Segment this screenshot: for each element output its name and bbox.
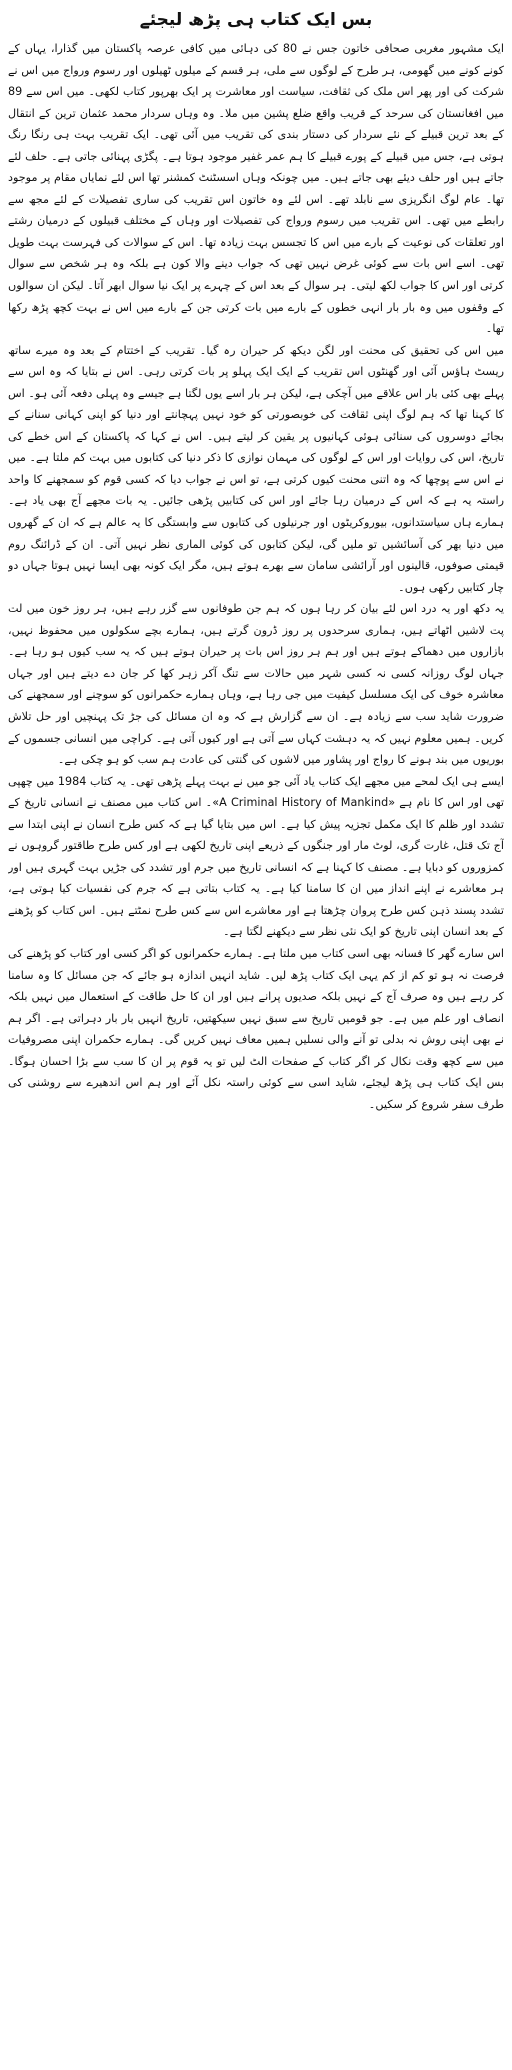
article-paragraph: اس سارے گھر کا فسانہ بھی اسی کتاب میں ملتا ہے۔ ہمارے حکمرانوں کو اگر کسی اور کتاب کو پڑھنے کی فرصت نہ ہو تو کم از کم یہی ایک کتاب پڑھ لیں۔ شاید انہیں اندازہ ہو جائے کہ جن مسائل کا وہ سامنا کر رہے ہیں وہ صرف آج کے نہیں بلکہ صدیوں پرانے ہیں اور ان کا حل طاقت کے استعمال میں نہیں بلکہ انصاف اور علم میں ہے۔ جو قومیں تاریخ سے سبق نہیں سیکھتیں، تاریخ انہیں بار بار دہراتی ہے۔ اگر ہم نے بھی اپنی روش نہ بدلی تو آنے والی نسلیں ہمیں معاف نہیں کریں گی۔ ہمارے حکمران اپنی مصروفیات میں سے کچھ وقت نکال کر اگر کتاب کے صفحات الٹ لیں تو یہ قوم پر ان کا سب سے بڑا احسان ہوگا۔ بس ایک کتاب ہی پڑھ لیجئے، شاید اسی سے کوئی راستہ نکل آئے اور ہم اس اندھیرے سے روشنی کی طرف سفر شروع کر سکیں۔ — [8, 946, 504, 1111]
article-paragraph: ایک مشہور مغربی صحافی خاتون جس نے 80 کی دہائی میں کافی عرصہ پاکستان میں گذارا، یہاں کے کونے کونے میں گھومی، ہر طرح کے لوگوں سے ملی، ہر قسم کے میلوں ٹھیلوں اور رسوم ورواج میں اس نے شرکت کی اور پھر اس ملک کی ثقافت، سیاست اور معاشرت پر ایک بھرپور کتاب لکھی۔ میں اس سے 89 میں افغانستان کی سرحد کے قریب واقع ضلع پشین میں ملا۔ وہ وہاں سردار محمد عثمان ترین کے انتقال کے بعد ترین قبیلے کے نئے سردار کی دستار بندی کی تقریب میں آئی تھی۔ ایک تقریب بہت ہی رنگا رنگ ہوتی ہے، جس میں قبیلے کے پورے قبیلے کا ہم عمر غفیر موجود ہوتا ہے۔ پگڑی پہنائی جاتی ہے۔ حلف لئے جاتے ہیں اور حلف دیئے بھی جاتے ہیں۔ میں چونکہ وہاں اسسٹنٹ کمشنر تھا اس لئے نمایاں مقام پر موجود تھا۔ عام لوگ انگریزی سے نابلد تھے۔ اس لئے وہ خاتون اس تقریب کی ساری تفصیلات کے لئے مجھ سے رابطے میں تھی۔ اس تقریب میں رسوم ورواج کی تفصیلات اور وہاں کے مختلف قبیلوں کے درمیان رشتے اور تعلقات کی نوعیت کے بارے میں اس کا تجسس بہت زیادہ تھا۔ اس کے سوالات کی فہرست بہت طویل تھی۔ اسے اس بات سے کوئی غرض نہیں تھی کہ جواب دینے والا کون ہے بلکہ وہ ہر شخص سے سوال کرتی اور اس کا جواب لکھ لیتی۔ ہر سوال کے بعد اس کے چہرے پر ایک نیا سوال ابھر آتا۔ لیکن ان سوالوں کے وقفوں میں وہ بار بار انہی خطوں کے بارے میں بات کرتی جن کے بارے میں اس نے بہت کچھ پڑھ رکھا تھا۔ — [8, 42, 504, 336]
article-title: بس ایک کتاب ہی پڑھ لیجئے — [139, 10, 373, 30]
article-body — [8, 38, 504, 2066]
article-paragraph: ایسے ہی ایک لمحے میں مجھے ایک کتاب یاد آئی جو میں نے بہت پہلے پڑھی تھی۔ یہ کتاب 1984 میں چھپی تھی اور اس کا نام ہے «A Criminal History of Mankind»۔ اس کتاب میں مصنف نے انسانی تاریخ کے تشدد اور ظلم کا ایک مکمل تجزیہ پیش کیا ہے۔ اس میں بتایا گیا ہے کہ کس طرح انسان نے اپنی ابتدا سے آج تک قتل، غارت گری، لوٹ مار اور جنگوں کے ذریعے اپنی تاریخ لکھی ہے اور کس طرح طاقتور گروہوں نے کمزوروں کو دبایا ہے۔ مصنف کا کہنا ہے کہ انسانی تاریخ میں جرم اور تشدد کی جڑیں بہت گہری ہیں اور ہر معاشرے نے اپنے انداز میں ان کا سامنا کیا ہے۔ یہ کتاب بتاتی ہے کہ جرم کی نفسیات کیا ہوتی ہے، تشدد پسند ذہن کس طرح پروان چڑھتا ہے اور معاشرے اس سے کس طرح نمٹتے ہیں۔ اس کتاب کو پڑھنے کے بعد انسان اپنی تاریخ کو ایک نئی نظر سے دیکھنے لگتا ہے۔ — [8, 774, 504, 939]
article-paragraph: میں اس کی تحقیق کی محنت اور لگن دیکھ کر حیران رہ گیا۔ تقریب کے اختتام کے بعد وہ میرے ساتھ ریسٹ ہاؤس آئی اور گھنٹوں اس تقریب کے ایک ایک پہلو پر بات کرتی رہی۔ اس نے بتایا کہ وہ اس سے پہلے بھی کئی بار اس علاقے میں آچکی ہے، لیکن ہر بار اسے یوں لگتا ہے جیسے وہ پہلی دفعہ آئی ہو۔ اس کا کہنا تھا کہ ہم لوگ اپنی ثقافت کی خوبصورتی کو خود نہیں پہچانتے اور دنیا کو اپنی کہانی سنانے کے بجائے دوسروں کی سنائی ہوئی کہانیوں پر یقین کر لیتے ہیں۔ اس نے کہا کہ پاکستان کے اس خطے کی تاریخ، اس کی روایات اور اس کے لوگوں کی مہمان نوازی کا ذکر دنیا کی کتابوں میں بہت کم ملتا ہے۔ میں نے اس سے پوچھا کہ وہ اتنی محنت کیوں کرتی ہے، تو اس نے جواب دیا کہ کسی قوم کو سمجھنے کا واحد راستہ یہ ہے کہ اس کے درمیان رہا جائے اور اس کی کتابیں پڑھی جائیں۔ یہ بات مجھے آج بھی یاد ہے۔ ہمارے ہاں سیاستدانوں، بیوروکریٹوں اور جرنیلوں کی کتابوں سے وابستگی کا یہ عالم ہے کہ ان کے گھروں میں دنیا بھر کی آسائشیں تو ملیں گی، لیکن کتابوں کی کوئی الماری نظر نہیں آتی۔ ان کے ڈرائنگ روم قیمتی صوفوں، قالینوں اور آرائشی سامان سے بھرے ہوتے ہیں، مگر ایک کونہ بھی ایسا نہیں ہوتا جہاں دو چار کتابیں رکھی ہوں۔ — [8, 343, 504, 594]
article-paragraph: یہ دکھ اور یہ درد اس لئے بیان کر رہا ہوں کہ ہم جن طوفانوں سے گزر رہے ہیں، ہر روز خون میں لت پت لاشیں اٹھاتے ہیں، ہماری سرحدوں پر روز ڈرون گرتے ہیں، ہمارے بچے سکولوں میں محفوظ نہیں، بازاروں میں دھماکے ہوتے ہیں اور ہم ہر روز اس بات پر حیران ہوتے ہیں کہ یہ سب کیوں ہو رہا ہے۔ جہاں لوگ روزانہ کسی نہ کسی شہر میں حالات سے تنگ آکر زہر کھا کر جان دے دیتے ہیں اور جہاں معاشرہ خوف کی ایک مسلسل کیفیت میں جی رہا ہے، وہاں ہمارے حکمرانوں کو سوچنے اور سمجھنے کی ضرورت شاید سب سے زیادہ ہے۔ ان سے گزارش ہے کہ وہ ان مسائل کی جڑ تک پہنچیں اور حل تلاش کریں۔ ہمیں معلوم نہیں کہ یہ دہشت کہاں سے آتی ہے اور کیوں آتی ہے۔ کراچی میں انسانی جسموں کے بوریوں میں بند ہونے کا رواج اور پشاور میں لاشوں کی گنتی کی عادت ہم سب کو ہو چکی ہے۔ — [8, 602, 504, 767]
